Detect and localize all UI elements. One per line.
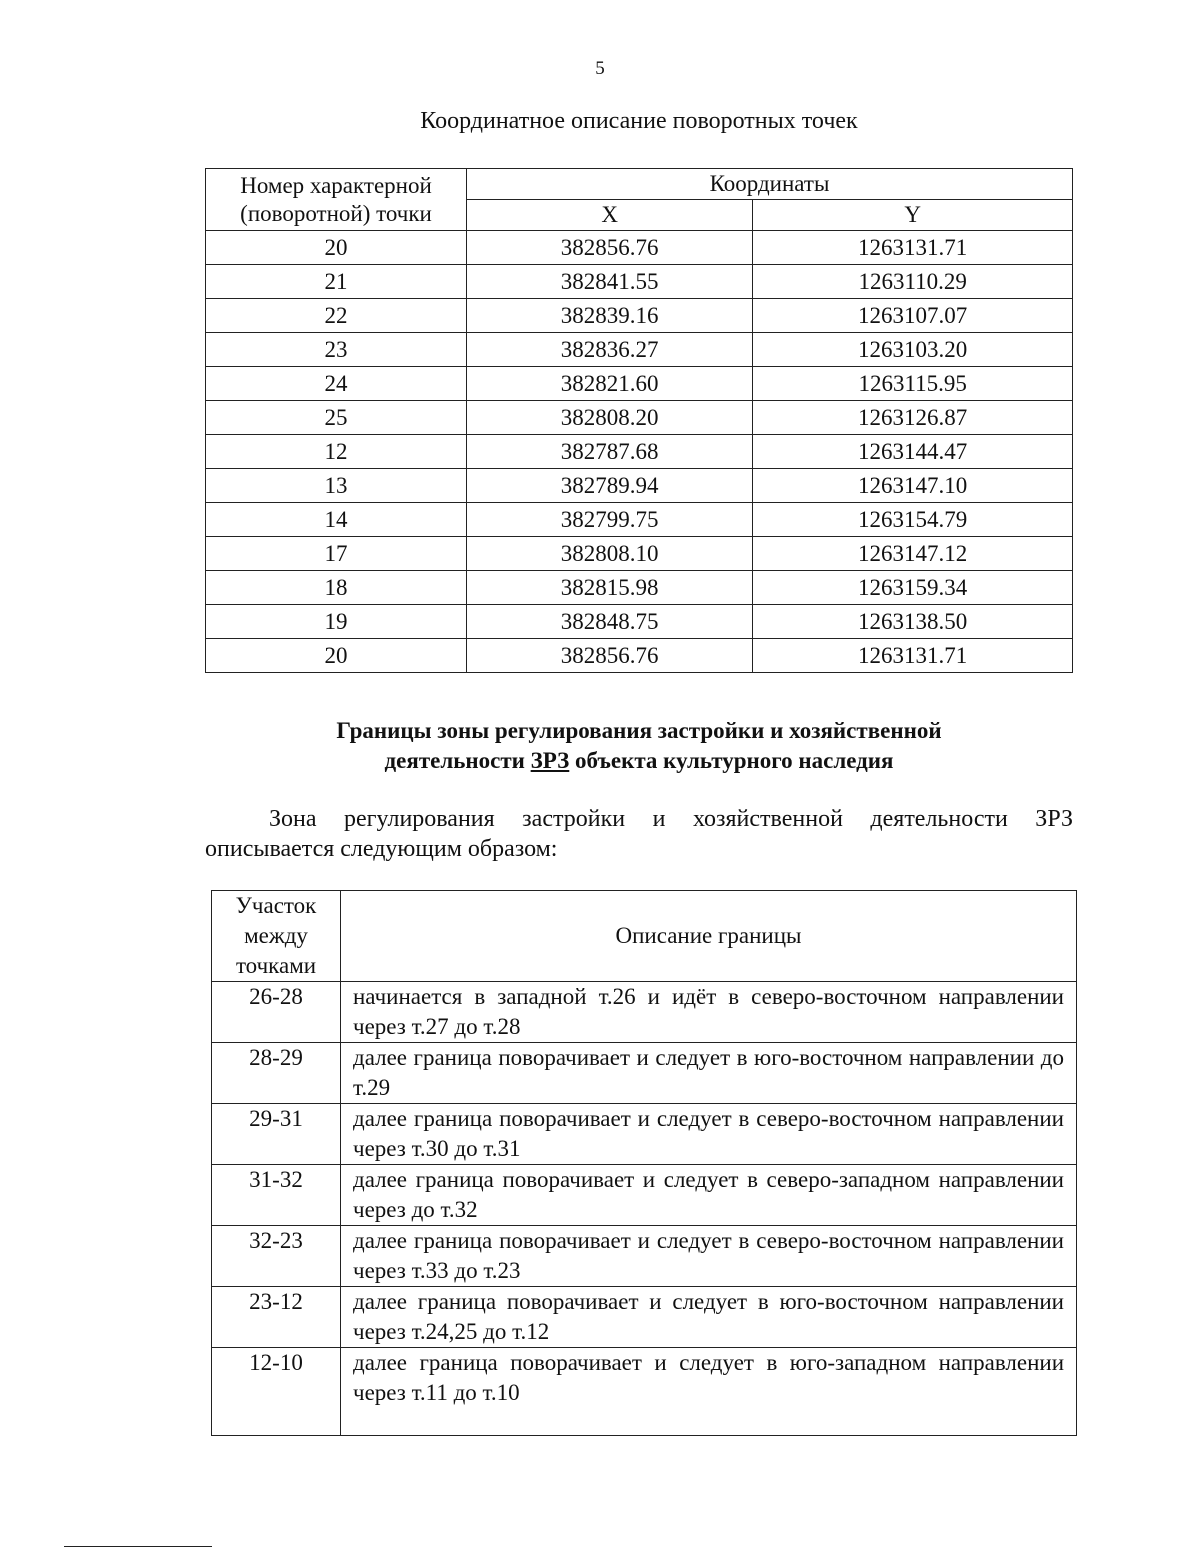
- description-cell: далее граница поворачивает и следует в юго-восточном направлении до т.29: [341, 1043, 1077, 1104]
- y-cell: 1263147.12: [753, 537, 1073, 571]
- table-row: [206, 605, 1073, 639]
- section-heading-abbr: ЗРЗ: [530, 748, 570, 773]
- point-cell: 23: [206, 333, 467, 367]
- x-cell: 382848.75: [467, 605, 753, 639]
- y-cell: 1263115.95: [753, 367, 1073, 401]
- point-cell: 20: [206, 231, 467, 265]
- y-cell: 1263159.34: [753, 571, 1073, 605]
- header-x: X: [467, 200, 753, 231]
- x-cell: 382856.76: [467, 639, 753, 673]
- y-cell: 1263110.29: [753, 265, 1073, 299]
- intro-paragraph: Зона регулирования застройки и хозяйственной деятельности ЗРЗ описывается следующим образом:: [205, 806, 1073, 862]
- boundary-table-body: [212, 982, 1077, 1436]
- table-row: [212, 1104, 1077, 1165]
- x-cell: 382836.27: [467, 333, 753, 367]
- x-cell: 382841.55: [467, 265, 753, 299]
- section-heading: [205, 716, 1073, 776]
- y-cell: 1263131.71: [753, 231, 1073, 265]
- x-cell: 382799.75: [467, 503, 753, 537]
- point-cell: 19: [206, 605, 467, 639]
- x-cell: 382821.60: [467, 367, 753, 401]
- x-cell: 382808.20: [467, 401, 753, 435]
- segment-cell: 28-29: [212, 1043, 341, 1104]
- segment-cell: 12-10: [212, 1348, 341, 1436]
- table-row: [206, 367, 1073, 401]
- coordinates-title: Координатное описание поворотных точек: [420, 108, 858, 134]
- segment-cell: 23-12: [212, 1287, 341, 1348]
- description-cell: начинается в западной т.26 и идёт в северо-восточном направлении через т.27 до т.28: [341, 982, 1077, 1043]
- x-cell: 382815.98: [467, 571, 753, 605]
- x-cell: 382808.10: [467, 537, 753, 571]
- table-row: [206, 537, 1073, 571]
- header-segment: Участок между точками: [212, 891, 341, 982]
- section-heading-pre: деятельности: [384, 748, 531, 773]
- table-row: [206, 299, 1073, 333]
- segment-cell: 32-23: [212, 1226, 341, 1287]
- y-cell: 1263126.87: [753, 401, 1073, 435]
- table-row: [212, 1348, 1077, 1436]
- table-row: [212, 1287, 1077, 1348]
- segment-cell: 31-32: [212, 1165, 341, 1226]
- table-row: [212, 982, 1077, 1043]
- point-cell: 20: [206, 639, 467, 673]
- y-cell: 1263107.07: [753, 299, 1073, 333]
- segment-cell: 29-31: [212, 1104, 341, 1165]
- section-heading-line1: Границы зоны регулирования застройки и хозяйственной: [336, 718, 942, 743]
- x-cell: 382787.68: [467, 435, 753, 469]
- y-cell: 1263103.20: [753, 333, 1073, 367]
- table-row: [206, 435, 1073, 469]
- table-row: [206, 333, 1073, 367]
- point-cell: 22: [206, 299, 467, 333]
- header-point-number: Номер характерной (поворотной) точки: [206, 169, 467, 231]
- table-row: [206, 231, 1073, 265]
- coordinates-table: [205, 168, 1073, 673]
- table-row: [212, 1226, 1077, 1287]
- header-coordinates: Координаты: [467, 169, 1073, 200]
- page-number: 5: [595, 58, 605, 79]
- description-cell: далее граница поворачивает и следует в северо-западном направлении через до т.32: [341, 1165, 1077, 1226]
- point-cell: 25: [206, 401, 467, 435]
- coordinates-table-body: [206, 231, 1073, 673]
- header-y: Y: [753, 200, 1073, 231]
- description-cell: далее граница поворачивает и следует в юго-восточном направлении через т.24,25 до т.12: [341, 1287, 1077, 1348]
- description-cell: далее граница поворачивает и следует в северо-восточном направлении через т.33 до т.23: [341, 1226, 1077, 1287]
- point-cell: 13: [206, 469, 467, 503]
- table-row: [206, 503, 1073, 537]
- section-heading-post: объекта культурного наследия: [569, 748, 894, 773]
- y-cell: 1263144.47: [753, 435, 1073, 469]
- table-row: [206, 401, 1073, 435]
- table-row: [206, 571, 1073, 605]
- description-cell: далее граница поворачивает и следует в северо-восточном направлении через т.30 до т.31: [341, 1104, 1077, 1165]
- table-row: [212, 1043, 1077, 1104]
- section-heading-line2: [205, 746, 1073, 776]
- y-cell: 1263154.79: [753, 503, 1073, 537]
- boundary-table: [211, 890, 1077, 1436]
- y-cell: 1263147.10: [753, 469, 1073, 503]
- point-cell: 18: [206, 571, 467, 605]
- table-row: [206, 469, 1073, 503]
- table-row: [212, 1165, 1077, 1226]
- description-cell: далее граница поворачивает и следует в юго-западном направлении через т.11 до т.10: [341, 1348, 1077, 1436]
- point-cell: 17: [206, 537, 467, 571]
- point-cell: 14: [206, 503, 467, 537]
- point-cell: 24: [206, 367, 467, 401]
- point-cell: 12: [206, 435, 467, 469]
- y-cell: 1263138.50: [753, 605, 1073, 639]
- x-cell: 382839.16: [467, 299, 753, 333]
- table-row: [206, 265, 1073, 299]
- x-cell: 382789.94: [467, 469, 753, 503]
- footnote-divider: [64, 1546, 212, 1547]
- x-cell: 382856.76: [467, 231, 753, 265]
- y-cell: 1263131.71: [753, 639, 1073, 673]
- header-description: Описание границы: [341, 891, 1077, 982]
- segment-cell: 26-28: [212, 982, 341, 1043]
- table-row: [206, 639, 1073, 673]
- point-cell: 21: [206, 265, 467, 299]
